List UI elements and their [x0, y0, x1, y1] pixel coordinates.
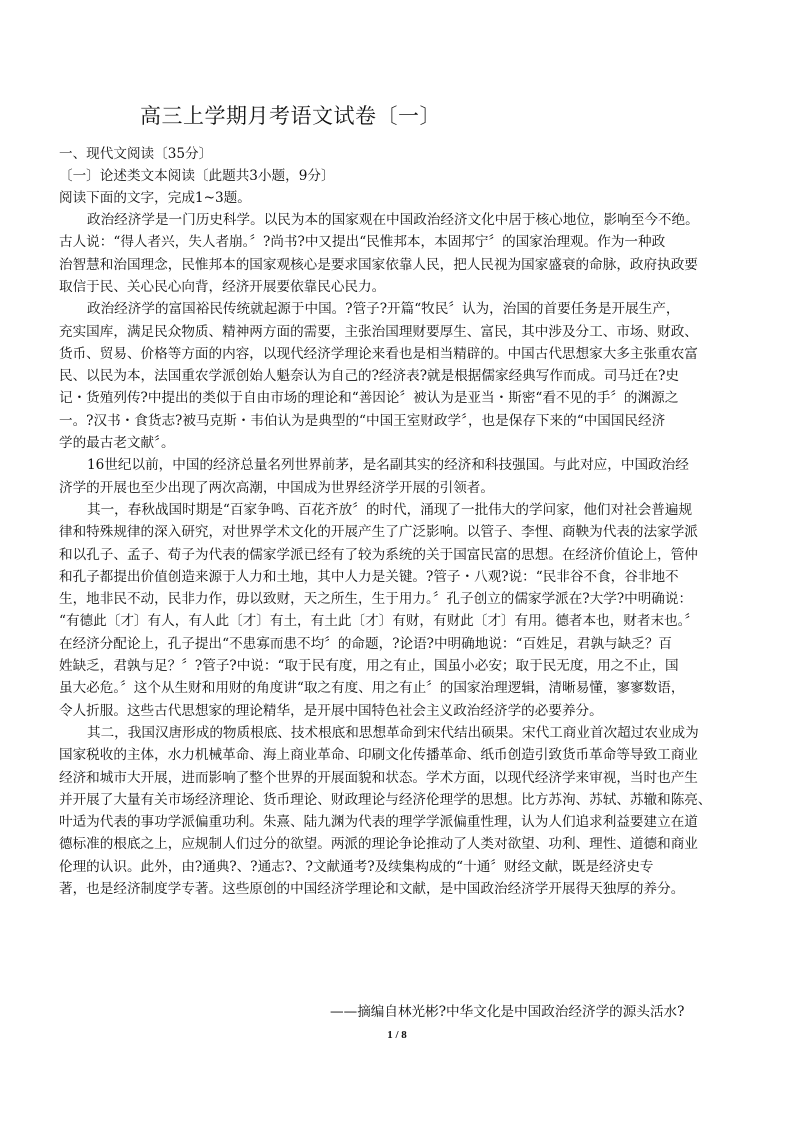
passage-line: 叶适为代表的事功学派偏重功利。朱熹、陆九渊为代表的理学学派偏重性理，认为人们追求利益要建立在道: [59, 814, 698, 831]
passage-line: 在经济分配论上，孔子提出“不患寡而患不均〞的命题，?论语?中明确地说：“百姓足，君孰与缺乏？百: [59, 635, 673, 652]
passage-line: 和孔子都提出价值创造来源于人力和土地，其中人力是关键。?管子・八观?说：“民非谷不食，谷非地不: [59, 568, 679, 585]
subsection-heading: 〔一〕论述类文本阅读〔此题共3小题，9分〕: [59, 168, 335, 184]
passage-line: 律和特殊规律的深入研究，对世界学术文化的开展产生了广泛影响。以管子、李悝、商鞅为代表的法家学派: [59, 524, 698, 541]
passage-line: 其二，我国汉唐形成的物质根底、技术根底和思想革命到宋代结出硕果。宋代工商业首次超过农业成为: [87, 724, 699, 741]
passage-line: 学的最古老文献〞。: [59, 435, 175, 451]
passage-line: 货币、贸易、价格等方面的内容，以现代经济学理论来看也是相当精辟的。中国古代思想家大多主张重农富: [59, 345, 698, 362]
passage-line: 治智慧和治国理念，民惟邦本的国家观核心是要求国家依靠人民，把人民视为国家盛衰的命脉，政府执政要: [59, 256, 698, 273]
passage-line: 记・货殖列传?中提出的类似于自由市场的理论和“善因论〞被认为是亚当・斯密“看不见的手〞的渊源之: [59, 390, 679, 407]
passage-line: 令人折服。这些古代思想家的理论精华，是开展中国特色社会主义政治经济学的必要养分。: [59, 702, 603, 719]
passage-line: “有德此〔才〕有人，有人此〔才〕有土，有土此〔才〕有财，有财此〔才〕有用。德者本也，财者末也。〞: [59, 613, 699, 630]
passage-line: 政治经济学的富国裕民传统就起源于中国。?管子?开篇“牧民〞认为，治国的首要任务是开展生产，: [87, 301, 680, 318]
exam-title: 高三上学期月考语文试卷〔一〕: [140, 104, 441, 128]
passage-line: 姓缺乏，君孰与足？〞?管子?中说：“取于民有度，用之有止，国虽小必安；取于民无度，用之不止，国: [59, 658, 679, 674]
passage-line: 虽大必危。〞这个从生财和用财的角度讲“取之有度、用之有止〞的国家治理逻辑，清晰易懂，寥寥数语，: [59, 680, 685, 697]
passage-line: 经济和城市大开展，进而影响了整个世界的开展面貌和状态。学术方面，以现代经济学来审视，当时也产生: [59, 769, 698, 786]
passage-line: 和以孔子、孟子、荀子为代表的儒家学派已经有了较为系统的关于国富民富的思想。在经济价值论上，管仲: [59, 546, 698, 563]
source-citation: ——摘编自林光彬?中华文化是中国政治经济学的源头活水?: [330, 1004, 685, 1020]
passage-line: 生，地非民不动，民非力作，毋以致财，天之所生，生于用力。〞孔子创立的儒家学派在?大学?中明确说：: [59, 591, 693, 608]
passage-line: 16世纪以前，中国的经济总量名列世界前茅，是名副其实的经济和科技强国。与此对应，中国政治经: [87, 457, 689, 474]
passage-line: 并开展了大量有关市场经济理论、货币理论、财政理论与经济伦理学的思想。比方苏洵、苏轼、苏辙和陈亮、: [59, 791, 712, 808]
section-heading: 一、现代文阅读〔35分〕: [59, 146, 213, 162]
passage-line: 古人说：“得人者兴，失人者崩。〞?尚书?中又提出“民惟邦本，本固邦宁〞的国家治理观。作为一种政: [59, 234, 666, 251]
passage-line: 济学的开展也至少出现了两次高潮，中国成为世界经济学开展的引领者。: [59, 479, 494, 496]
passage-line: 充实国库，满足民众物质、精神两方面的需要，主张治国理财要厚生、富民，其中涉及分工、市场、财政、: [59, 323, 698, 340]
passage-line: 著，也是经济制度学专著。这些原创的中国经济学理论和文献，是中国政治经济学开展得天独厚的养分。: [59, 881, 685, 897]
reading-instruction: 阅读下面的文字，完成1~3题。: [59, 190, 251, 206]
passage-line: 政治经济学是一门历史科学。以民为本的国家观在中国政治经济文化中居于核心地位，影响至今不绝。: [87, 212, 699, 228]
passage-line: 德标准的根底之上，应规制人们过分的欲望。两派的理论争论推动了人类对欲望、功利、理性、道德和商业: [59, 836, 698, 853]
passage-line: 国家税收的主体，水力机械革命、海上商业革命、印刷文化传播革命、纸币创造引致货币革命等导致工商业: [59, 747, 698, 764]
passage-line: 民、以民为本，法国重农学派创始人魁奈认为自己的?经济表?就是根据儒家经典写作而成。司马迁在?史: [59, 368, 679, 385]
passage-line: 取信于民、关心民心向背，经济开展要依靠民心民力。: [59, 278, 386, 295]
passage-line: 其一，春秋战国时期是“百家争鸣、百花齐放〞的时代，涌现了一批伟大的学问家，他们对社会普遍规: [87, 501, 693, 518]
passage-line: 伦理的认识。此外，由?通典?、?通志?、?文献通考?及续集构成的“十通〞财经文献，既是经济史专: [59, 858, 654, 875]
page-number: 1 / 8: [387, 1029, 407, 1041]
passage-line: 一。?汉书・食货志?被马克斯・韦伯认为是典型的“中国王室财政学〞，也是保存下来的“中国国民经济: [59, 412, 666, 429]
